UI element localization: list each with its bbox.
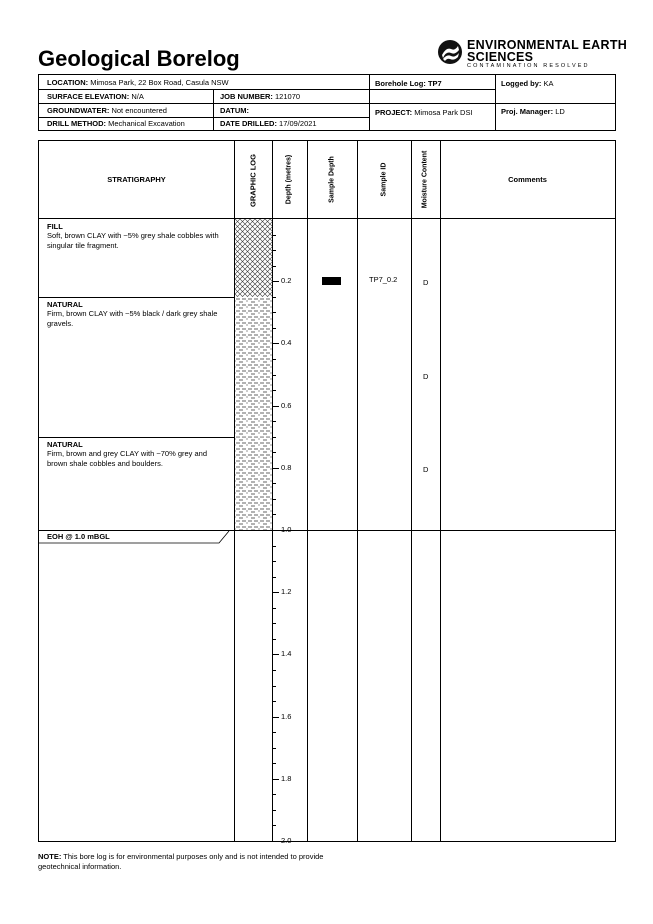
graphic-log-segment bbox=[235, 219, 272, 297]
depth-major-tick bbox=[273, 717, 279, 718]
groundwater-field: GROUNDWATER: Not encountered bbox=[47, 106, 167, 115]
depth-minor-tick bbox=[273, 810, 276, 811]
layer-title: FILL bbox=[47, 222, 63, 231]
col-header-sample-id: Sample ID bbox=[380, 162, 388, 197]
graphic-log-segment bbox=[235, 437, 272, 530]
depth-minor-tick bbox=[273, 250, 276, 251]
logged-by-field: Logged by: KA bbox=[501, 79, 554, 88]
depth-major-tick bbox=[273, 654, 279, 655]
eoh-label bbox=[39, 530, 235, 544]
depth-minor-tick bbox=[273, 452, 276, 453]
depth-minor-tick bbox=[273, 235, 276, 236]
depth-minor-tick bbox=[273, 483, 276, 484]
footnote bbox=[38, 852, 338, 872]
layer-boundary bbox=[39, 437, 235, 438]
eoh-text: EOH @ 1.0 mBGL bbox=[47, 532, 110, 541]
depth-minor-tick bbox=[273, 297, 276, 298]
depth-major-tick bbox=[273, 592, 279, 593]
proj-manager-value: LD bbox=[555, 107, 565, 116]
groundwater-value: Not encountered bbox=[111, 106, 167, 115]
depth-tick-label: 1.6 bbox=[281, 711, 292, 721]
col-header-graphic-log: GRAPHIC LOG bbox=[248, 154, 258, 207]
ees-logo-icon bbox=[437, 39, 463, 65]
depth-tick-label: 0.6 bbox=[281, 400, 292, 410]
project-value: Mimosa Park DSI bbox=[414, 108, 473, 117]
layer-boundary bbox=[39, 297, 235, 298]
depth-minor-tick bbox=[273, 748, 276, 749]
job-number-field: JOB NUMBER: 121070 bbox=[220, 92, 301, 101]
moisture-value: D bbox=[423, 278, 429, 288]
depth-minor-tick bbox=[273, 608, 276, 609]
depth-minor-tick bbox=[273, 732, 276, 733]
layer-description: Firm, brown CLAY with ~5% black / dark grey shale gravels. bbox=[47, 308, 218, 328]
surface-elevation-field: SURFACE ELEVATION: N/A bbox=[47, 92, 144, 101]
company-logo bbox=[437, 38, 637, 72]
depth-minor-tick bbox=[273, 266, 276, 267]
depth-major-tick bbox=[273, 281, 279, 282]
surface-elevation-value: N/A bbox=[131, 92, 144, 101]
depth-minor-tick bbox=[273, 499, 276, 500]
depth-major-tick bbox=[273, 468, 279, 469]
col-header-comments: Comments bbox=[508, 175, 547, 184]
col-divider bbox=[411, 141, 412, 841]
depth-major-tick bbox=[273, 343, 279, 344]
datum-field: DATUM: bbox=[220, 106, 250, 115]
depth-minor-tick bbox=[273, 375, 276, 376]
proj-manager-field: Proj. Manager: LD bbox=[501, 107, 565, 116]
depth-tick-label: 1.4 bbox=[281, 649, 292, 659]
job-number-value: 121070 bbox=[275, 92, 301, 101]
layer-title: NATURAL bbox=[47, 439, 83, 449]
layer-title: NATURAL bbox=[47, 299, 83, 309]
depth-minor-tick bbox=[273, 514, 276, 515]
layer-description: Soft, brown CLAY with ~5% grey shale cobbles with singular tile fragment. bbox=[47, 231, 219, 250]
borelog-table bbox=[38, 140, 616, 845]
date-drilled-value: 17/09/2021 bbox=[279, 119, 317, 128]
logo-tagline: CONTAMINATION RESOLVED bbox=[467, 63, 590, 69]
depth-minor-tick bbox=[273, 421, 276, 422]
depth-tick-label: 1.2 bbox=[281, 587, 292, 597]
note-label: NOTE: bbox=[38, 852, 62, 861]
logo-text-line2: SCIENCES bbox=[467, 50, 534, 64]
col-divider bbox=[440, 141, 441, 841]
logged-by-value: KA bbox=[543, 79, 554, 88]
depth-major-tick bbox=[273, 779, 279, 780]
graphic-log-segment bbox=[235, 297, 272, 437]
depth-minor-tick bbox=[273, 546, 276, 547]
col-divider bbox=[357, 141, 358, 841]
depth-minor-tick bbox=[273, 639, 276, 640]
depth-minor-tick bbox=[273, 701, 276, 702]
depth-minor-tick bbox=[273, 437, 276, 438]
depth-minor-tick bbox=[273, 577, 276, 578]
borehole-log-field: Borehole Log: TP7 bbox=[375, 79, 442, 88]
sample-id: TP7_0.2 bbox=[369, 275, 398, 285]
location-value: Mimosa Park, 22 Box Road, Casula NSW bbox=[90, 78, 229, 87]
depth-minor-tick bbox=[273, 623, 276, 624]
depth-minor-tick bbox=[273, 763, 276, 764]
depth-minor-tick bbox=[273, 825, 276, 826]
depth-major-tick bbox=[273, 406, 279, 407]
drill-method-value: Mechanical Excavation bbox=[108, 119, 185, 128]
header-row-divider bbox=[39, 218, 615, 219]
col-header-depth: Depth (metres) bbox=[285, 154, 293, 205]
depth-tick-label: 1.8 bbox=[281, 773, 292, 783]
depth-major-tick bbox=[273, 841, 279, 842]
depth-tick-label: 2.0 bbox=[281, 836, 292, 845]
layer-description: Firm, brown and grey CLAY with ~70% grey and brown shale cobbles and boulders. bbox=[47, 448, 208, 468]
moisture-value: D bbox=[423, 371, 429, 381]
depth-minor-tick bbox=[273, 686, 276, 687]
col-header-stratigraphy: STRATIGRAPHY bbox=[107, 175, 166, 184]
depth-minor-tick bbox=[273, 359, 276, 360]
depth-minor-tick bbox=[273, 328, 276, 329]
depth-minor-tick bbox=[273, 312, 276, 313]
drill-method-field: DRILL METHOD: Mechanical Excavation bbox=[47, 119, 185, 128]
col-header-moisture: Moisture Content bbox=[421, 150, 429, 209]
logo-text-line1: ENVIRONMENTAL EARTH bbox=[467, 38, 628, 52]
depth-minor-tick bbox=[273, 561, 276, 562]
location-field: LOCATION: Mimosa Park, 22 Box Road, Casula NSW bbox=[47, 78, 229, 87]
borehole-log-value: TP7 bbox=[427, 79, 442, 88]
page-title: Geological Borelog bbox=[38, 46, 240, 71]
project-field: PROJECT: Mimosa Park DSI bbox=[375, 108, 473, 117]
depth-tick-label: 0.4 bbox=[281, 338, 292, 348]
sample-depth-marker bbox=[322, 277, 341, 285]
depth-tick-label: 0.2 bbox=[281, 276, 292, 286]
depth-minor-tick bbox=[273, 390, 276, 391]
depth-minor-tick bbox=[273, 670, 276, 671]
col-header-sample-depth: Sample Depth bbox=[328, 156, 336, 203]
depth-minor-tick bbox=[273, 794, 276, 795]
col-divider bbox=[307, 141, 308, 841]
moisture-value: D bbox=[423, 464, 429, 474]
depth-tick-label: 0.8 bbox=[281, 462, 292, 472]
header-info-block bbox=[38, 74, 616, 131]
note-text: This bore log is for environmental purposes only and is not intended to provide geotechnical information. bbox=[38, 852, 324, 871]
date-drilled-field: DATE DRILLED: 17/09/2021 bbox=[220, 119, 317, 128]
